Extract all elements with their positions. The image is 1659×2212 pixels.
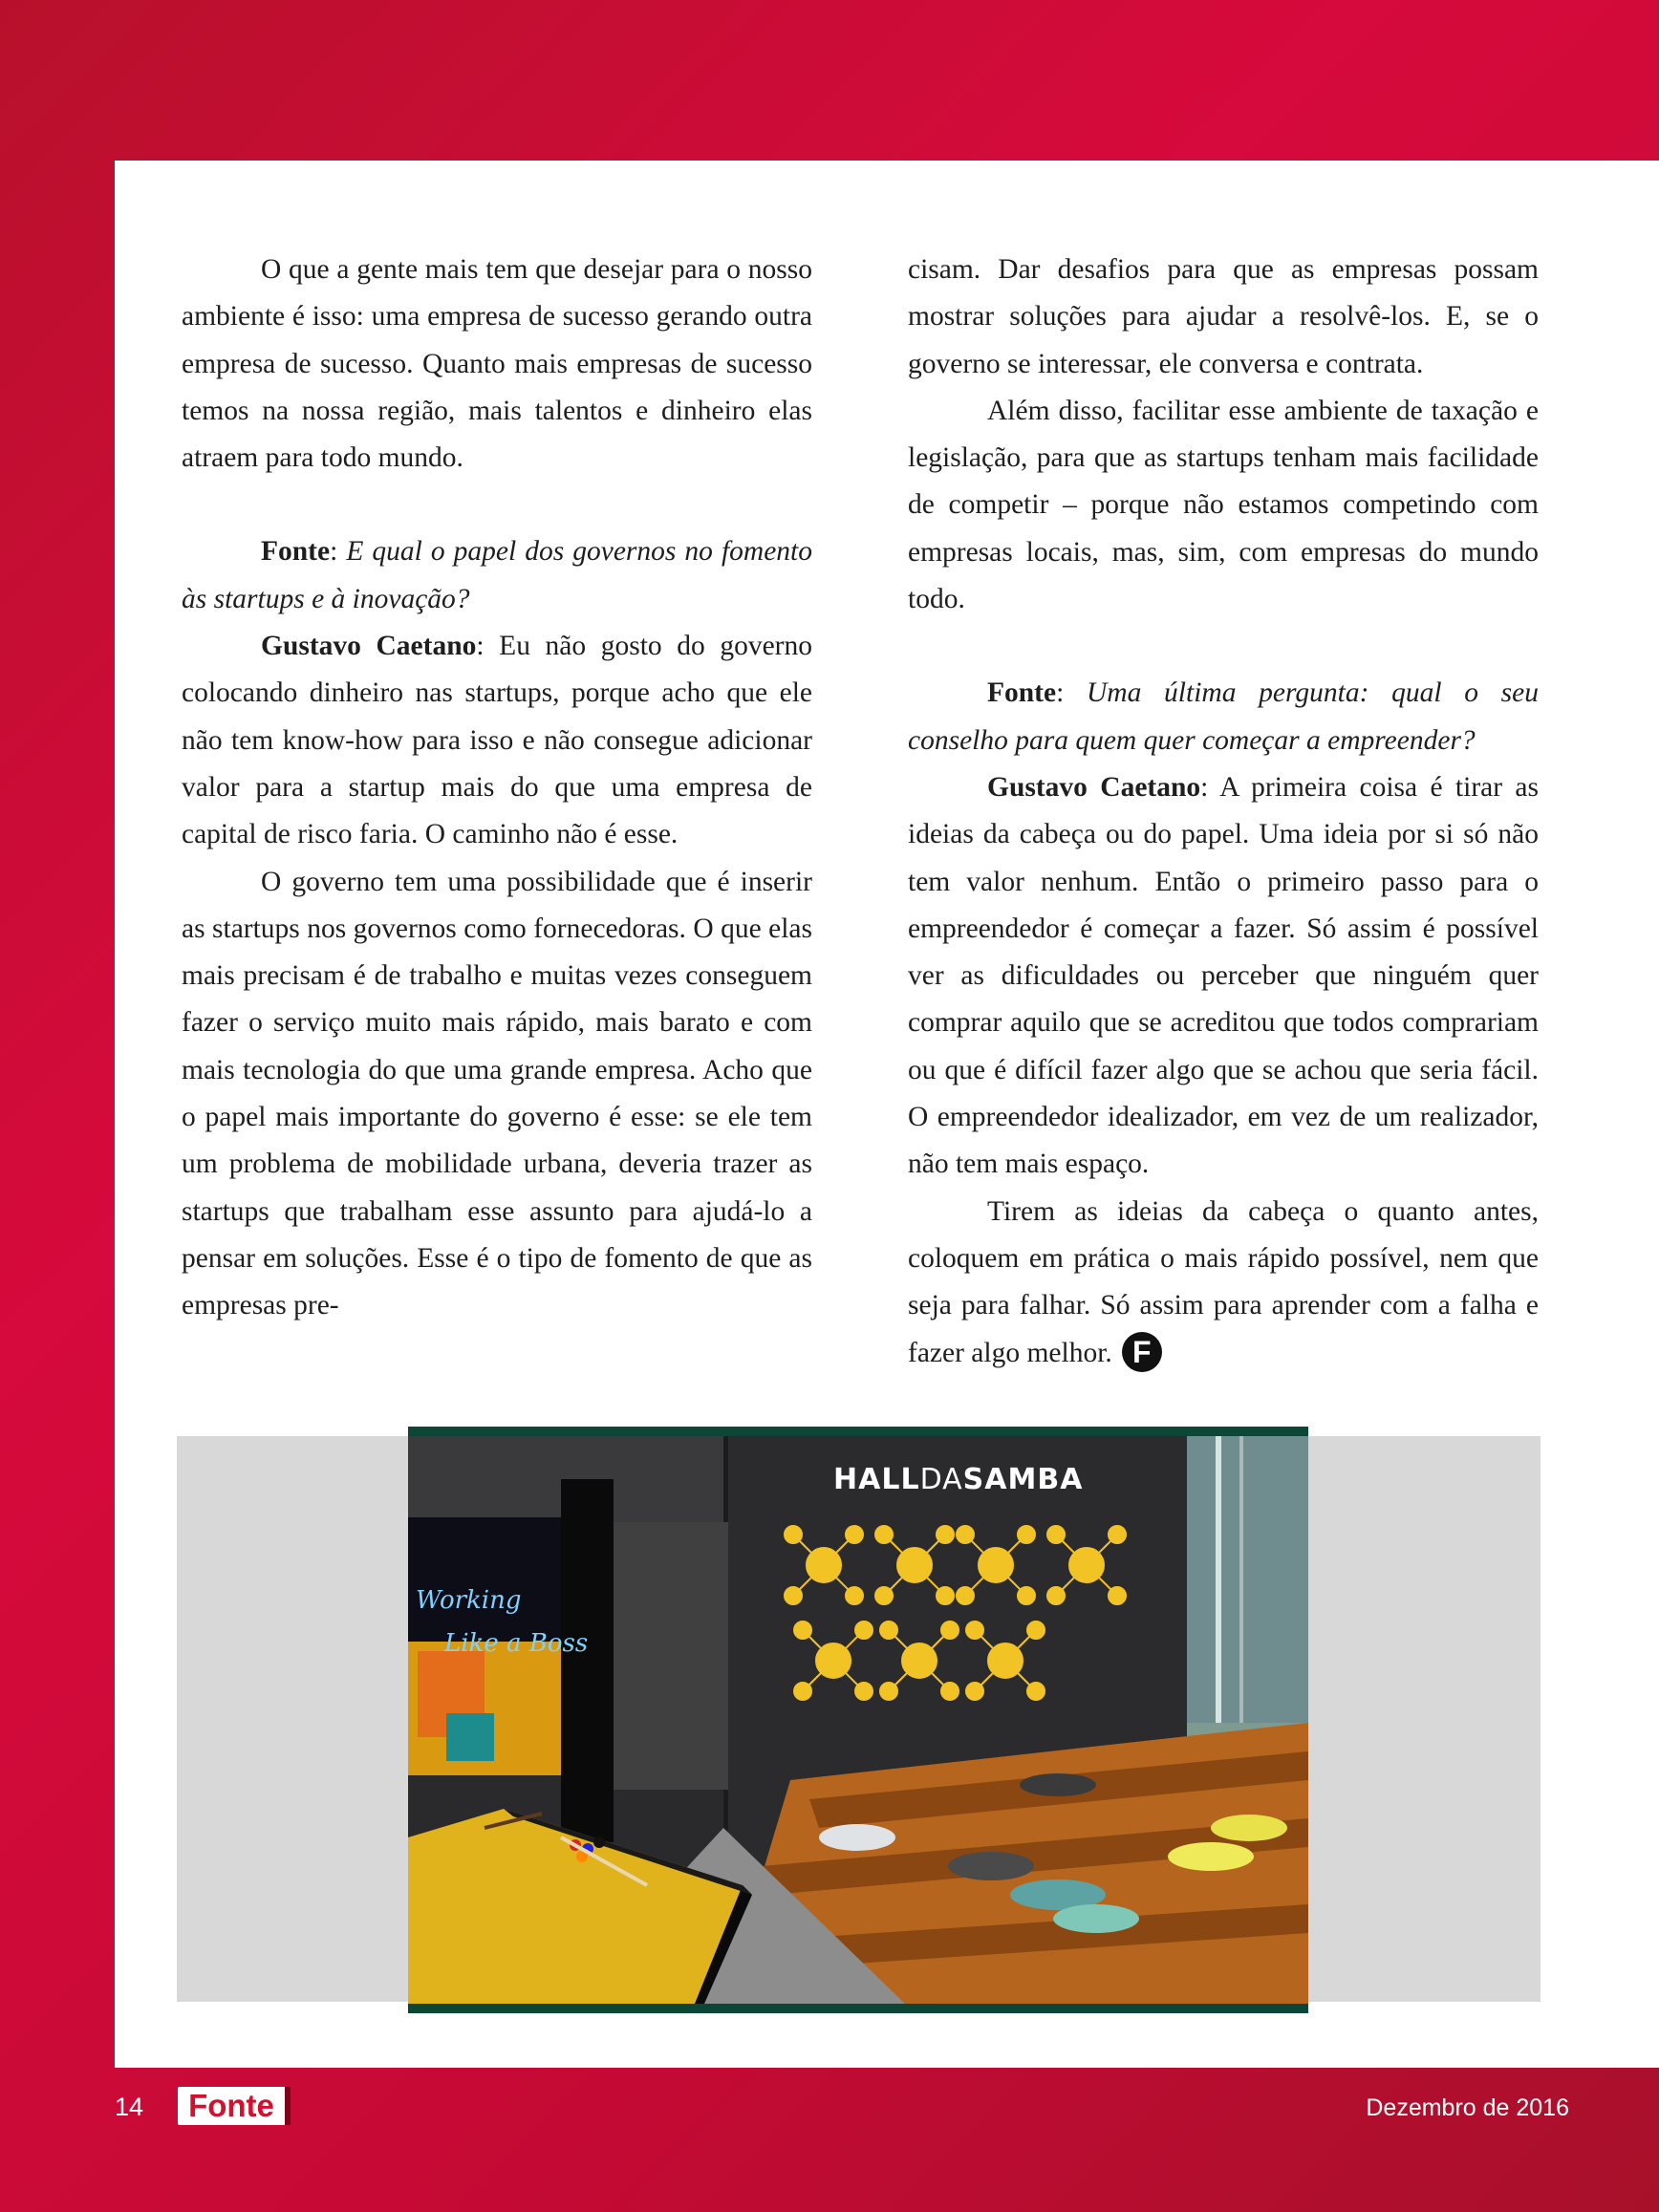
office-scene-illustration	[408, 1436, 1308, 2004]
page-number: 14	[115, 2093, 144, 2121]
answer-text: Eu não gosto do governo colocando dinheiro nas startups, porque acho que ele não tem know-how para isso e não consegue adicionar valor para a startup mais do que uma empresa de capital de risco faria. O caminho não é esse.	[182, 631, 812, 850]
speaker-name: Gustavo Caetano	[987, 771, 1201, 803]
wall-sign-part: SAMBA	[962, 1463, 1084, 1496]
neon-sign-line2: Like a Boss	[444, 1629, 589, 1658]
paragraph: O governo tem uma possibilidade que é inserir as startups nos governos como fornecedoras. O que elas mais precisam é de trabalho e muitas vezes conseguem fazer o serviço muito mais rápido, mais barato e com mais tecnologia do que uma grande empresa. Acho que o papel mais importante do governo é esse: se ele tem um problema de mobilidade urbana, deveria trazer as startups que trabalham esse assunto para ajudá-lo a pensar em soluções. Esse é o tipo de fomento de que as empresas pre-	[182, 866, 812, 1321]
interview-question: Fonte: Uma última pergunta: qual o seu conselho para quem quer começar a empreender?	[908, 677, 1539, 756]
neon-sign-line1: Working	[416, 1586, 522, 1615]
answer-text: A primeira coisa é tirar as ideias da cabeça ou do papel. Uma ideia por si só não tem valor nenhum. Então o primeiro passo para o empreendedor é começar a fazer. Só assim é possível ver as dificuldades ou perceber que ninguém quer comprar aquilo que se acreditou que todos comprariam ou que é difícil fazer algo que se achou que seria fácil. O empreendedor idealizador, em vez de um realizador, não tem mais espaço.	[908, 771, 1540, 1180]
interview-answer: Gustavo Caetano: Eu não gosto do governo colocando dinheiro nas startups, porque acho que ele não tem know-how para isso e não consegue adicionar valor para a startup mais do que uma empresa de capital de risco faria. O caminho não é esse.	[182, 631, 812, 850]
right-column	[908, 247, 1539, 1377]
office-photo	[408, 1427, 1308, 2013]
question-text: E qual o papel dos governos no fomento às startups e à inovação?	[182, 536, 812, 614]
office-photo-scene	[408, 1436, 1308, 2004]
final-text: Tirem as ideias da cabeça o quanto antes, coloquem em prática o mais rápido possível, nem que seja para falhar. Só assim para aprender com a falha e fazer algo melhor.	[908, 1195, 1539, 1368]
paragraph: O que a gente mais tem que desejar para o nosso ambiente é isso: uma empresa de sucesso gerando outra empresa de sucesso. Quanto mais empresas de sucesso temos na nossa região, mais talentos e dinheiro elas atraem para todo mundo.	[182, 254, 812, 474]
paragraph: Além disso, facilitar esse ambiente de taxação e legislação, para que as startups tenham mais facilidade de competir – porque não estamos competindo com empresas locais, mas, sim, com empresas do mundo todo.	[908, 395, 1539, 615]
interview-question: Fonte: E qual o papel dos governos no fomento às startups e à inovação?	[182, 536, 812, 614]
paragraph: cisam. Dar desafios para que as empresas possam mostrar soluções para ajudar a resolvê-los. E, se o governo se interessar, ele conversa e contrata.	[908, 254, 1539, 379]
paragraph	[908, 1189, 1539, 1377]
speaker-name: Gustavo Caetano	[261, 631, 477, 662]
magazine-logo-text: Fonte	[188, 2088, 274, 2123]
speaker-name: Fonte	[987, 677, 1057, 709]
speaker-name: Fonte	[261, 536, 331, 568]
end-of-article-icon: F	[1122, 1332, 1162, 1372]
left-column	[182, 247, 812, 1330]
issue-date: Dezembro de 2016	[1366, 2094, 1569, 2121]
interview-answer: Gustavo Caetano: A primeira coisa é tirar as ideias da cabeça ou do papel. Uma ideia por si só não tem valor nenhum. Então o primeiro passo para o empreendedor é começar a fazer. Só assim é possível ver as dificuldades ou perceber que ninguém quer comprar aquilo que se acreditou que todos comprariam ou que é difícil fazer algo que se achou que seria fácil. O empreendedor idealizador, em vez de um realizador, não tem mais espaço.	[908, 771, 1540, 1180]
question-text: Uma última pergunta: qual o seu conselho para quem quer começar a empreender?	[908, 677, 1539, 756]
magazine-logo	[178, 2087, 291, 2125]
wall-sign	[833, 1463, 1083, 1496]
wall-sign-part: HALL	[833, 1463, 920, 1496]
wall-sign-part: DA	[919, 1463, 963, 1496]
